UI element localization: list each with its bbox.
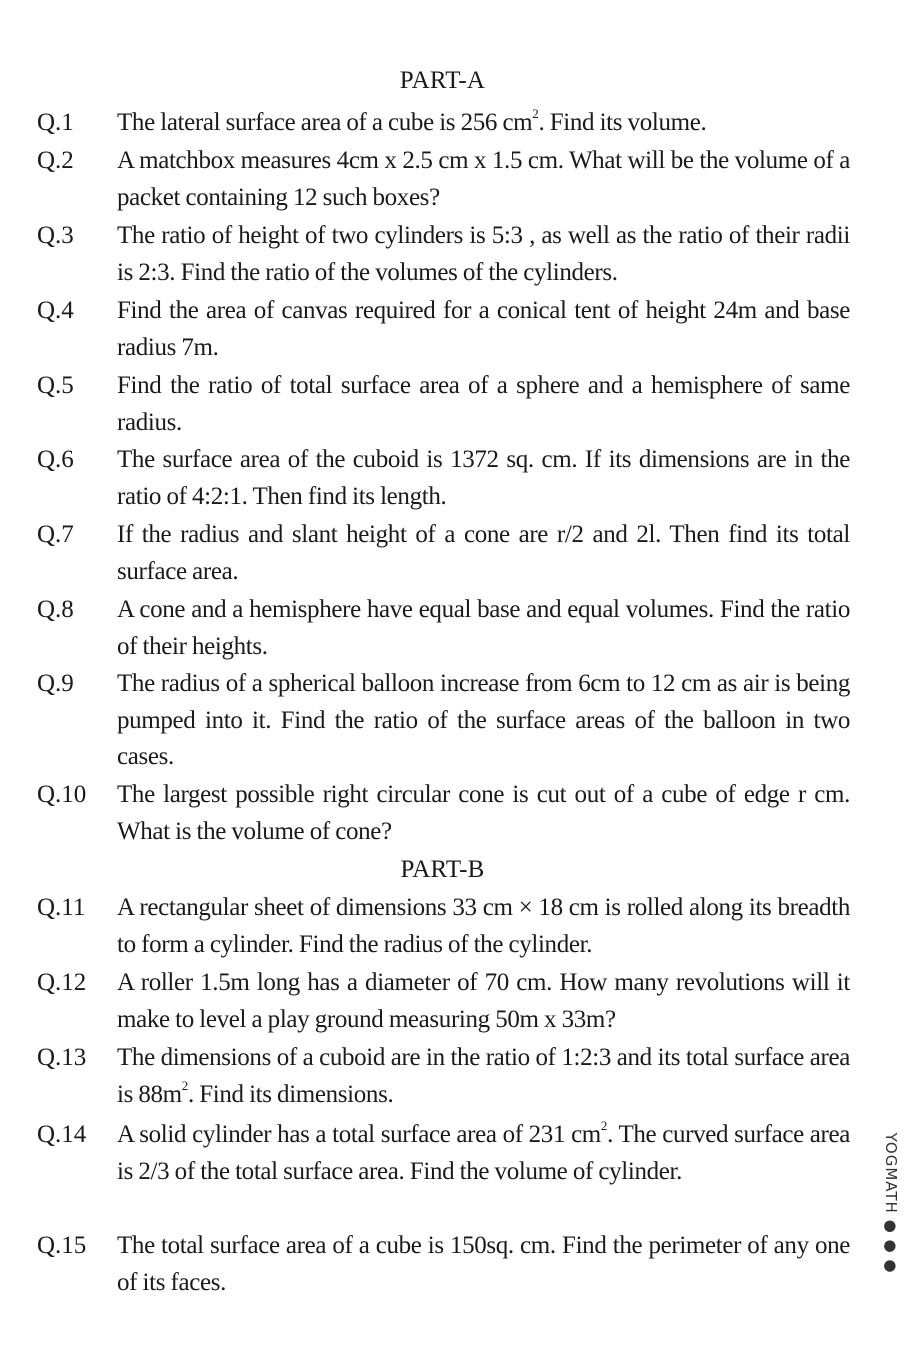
side-stamp-mark	[873, 1110, 909, 1295]
question-number: Q.15	[37, 1232, 87, 1259]
question-text: A matchbox measures 4cm x 2.5 cm x 1.5 cm. What will be the volume of a packet containing 12 such boxes?	[117, 147, 850, 211]
question-number: Q.12	[37, 969, 87, 996]
question-text: The surface area of the cuboid is 1372 sq. cm. If its dimensions are in the ratio of 4:2:1. Then find its length.	[117, 446, 850, 510]
question-text: Find the area of canvas required for a conical tent of height 24m and base radius 7m.	[117, 297, 850, 361]
question-text: If the radius and slant height of a cone are r/2 and 2l. Then find its total surface area.	[117, 521, 850, 585]
question-number: Q.7	[37, 521, 74, 548]
question-number: Q.10	[37, 781, 87, 808]
question-number: Q.1	[37, 109, 74, 136]
question-number: Q.8	[37, 596, 74, 623]
part-a-heading: PART-A	[399, 67, 486, 94]
question-text: The total surface area of a cube is 150sq. cm. Find the perimeter of any one of its faces.	[117, 1232, 850, 1296]
superscript: 2	[600, 1118, 608, 1133]
question-text: The dimensions of a cuboid are in the ratio of 1:2:3 and its total surface area is $88m^2$. Find its dimensions.	[117, 1044, 850, 1108]
question-text: A solid cylinder has a total surface area of 231 $cm^2$. The curved surface area is 2/3 of the total surface area. Find the volume of cylinder.	[117, 1118, 850, 1185]
question-text: A cone and a hemisphere have equal base and equal volumes. Find the ratio of their heights.	[117, 596, 850, 660]
question-number: Q.2	[37, 147, 74, 174]
question-number: Q.13	[37, 1044, 87, 1071]
question-number: Q.11	[37, 894, 86, 921]
part-b-heading: PART-B	[400, 856, 485, 883]
question-number: Q.5	[37, 372, 74, 399]
question-number: Q.4	[37, 297, 74, 324]
question-number: Q.3	[37, 222, 74, 249]
question-text: The largest possible right circular cone is cut out of a cube of edge r cm. What is the volume of cone?	[117, 781, 850, 845]
question-text: The radius of a spherical balloon increase from 6cm to 12 cm as air is being pumped into it. Find the ratio of the surface areas of the balloon in two cases.	[117, 670, 850, 770]
question-text: The lateral surface area of a cube is 256 $cm^2$. Find its volume.	[117, 106, 707, 136]
question-number: Q.6	[37, 446, 74, 473]
question-text: The ratio of height of two cylinders is 5:3 , as well as the ratio of their radii is 2:3. Find the ratio of the volumes of the cylinders.	[117, 222, 850, 286]
question-number: Q.14	[37, 1121, 87, 1148]
question-text: A rectangular sheet of dimensions 33 cm × 18 cm is rolled along its breadth to form a cylinder. Find the radius of the cylinder.	[117, 894, 850, 958]
question-text: Find the ratio of total surface area of a sphere and a hemisphere of same radius.	[117, 372, 850, 436]
question-number: Q.9	[37, 670, 74, 697]
superscript: 2	[532, 106, 539, 121]
side-stamp-text: YOGMATH ● ● ●	[882, 1132, 900, 1273]
question-text: A roller 1.5m long has a diameter of 70 cm. How many revolutions will it make to level a play ground measuring 50m x 33m?	[117, 969, 850, 1033]
superscript: 2	[181, 1077, 188, 1093]
